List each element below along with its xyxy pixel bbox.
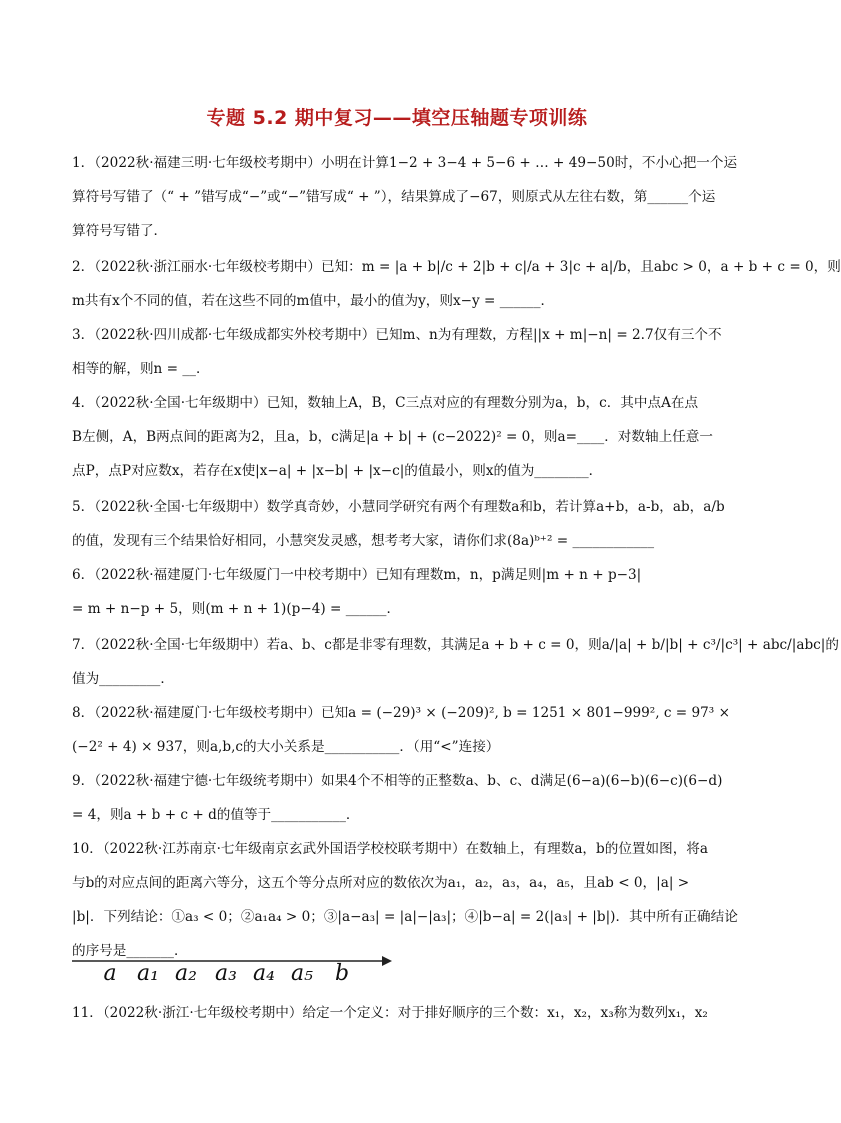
number-line-label: a₁ (137, 961, 159, 986)
number-line-svg (70, 945, 400, 986)
number-line-label: a₂ (175, 961, 197, 986)
text-line: 算符号写错了． (72, 223, 168, 239)
text-line: 10．（2022秋·江苏南京·七年级南京玄武外国语学校校联考期中）在数轴上，有理数a，b的位置如图，将a (72, 841, 708, 857)
text-line: 2．（2022秋·浙江丽水·七年级校考期中）已知：m = |a + b|/c + 2|b + c|/a + 3|c + a|/b，且abc > 0，a + b + c = 0，则 (72, 259, 841, 275)
text-line: 8．（2022秋·福建厦门·七年级校考期中）已知a = (−29)³ × (−209)², b = 1251 × 801−999², c = 97³ × (72, 705, 730, 721)
text-line: = m + n−p + 5，则(m + n + 1)(p−4) = ______． (72, 601, 401, 617)
text-line: 11．（2022秋·浙江·七年级校考期中）给定一个定义：对于排好顺序的三个数：x₁，x₂，x₃称为数列x₁，x₂ (72, 1005, 708, 1021)
text-line: 值为_________． (72, 671, 174, 687)
text-line: 5．（2022秋·全国·七年级期中）数学真奇妙，小慧同学研究有两个有理数a和b，若计算a+b，a-b，ab，a/b (72, 499, 725, 515)
text-line: 点P，点P对应数x，若存在x使|x−a| + |x−b| + |x−c|的值最小，则x的值为________． (72, 463, 603, 479)
text-line: 算符号写错了（“ + ”错写成“−”或“−”错写成“ + ”），结果算成了−67，则原式从左往右数，第______个运 (72, 189, 716, 205)
number-line-label: a (103, 961, 117, 986)
text-line: B左侧，A，B两点间的距离为2，且a，b，c满足|a + b| + (c−2022)² = 0，则a=____．对数轴上任意一 (72, 429, 713, 445)
text-line: 与b的对应点间的距离六等分，这五个等分点所对应的数依次为a₁，a₂，a₃，a₄，a₅，且ab < 0，|a| > (72, 875, 690, 891)
number-line-label: a₅ (291, 961, 313, 986)
text-line: 的值，发现有三个结果恰好相同，小慧突发灵感，想考考大家，请你们求(8a)ᵇ⁺² = ____________ (72, 533, 655, 549)
number-line-figure (70, 945, 400, 986)
number-line-label: b (334, 961, 350, 986)
text-line: 3．（2022秋·四川成都·七年级成都实外校考期中）已知m、n为有理数，方程||x + m|−n| = 2.7仅有三个不 (72, 327, 722, 343)
number-line-label: a₄ (253, 961, 275, 986)
page-title: 专题 5.2 期中复习——填空压轴题专项训练 (206, 107, 588, 129)
text-line: 1．（2022秋·福建三明·七年级校考期中）小明在计算1−2 + 3−4 + 5−6 + … + 49−50时，不小心把一个运 (72, 155, 738, 171)
text-line: 6．（2022秋·福建厦门·七年级厦门一中校考期中）已知有理数m，n，p满足则|m + n + p−3| (72, 567, 642, 583)
text-line: 的序号是_______． (72, 943, 188, 959)
text-line: |b|．下列结论：①a₃ < 0；②a₁a₄ > 0；③|a−a₃| = |a|−|a₃|；④|b−a| = 2(|a₃| + |b|)．其中所有正确结论 (72, 909, 738, 925)
text-line: 9．（2022秋·福建宁德·七年级统考期中）如果4个不相等的正整数a、b、c、d满足(6−a)(6−b)(6−c)(6−d) (72, 773, 723, 789)
text-line: 相等的解，则n = __． (72, 361, 210, 377)
number-line-label: a₃ (215, 961, 237, 986)
number-line-labels (103, 961, 349, 986)
text-line: 7．（2022秋·全国·七年级期中）若a、b、c都是非零有理数，其满足a + b + c = 0，则a/|a| + b/|b| + c³/|c³| + abc/|abc|的 (72, 637, 839, 653)
text-line: = 4，则a + b + c + d的值等于___________． (72, 807, 360, 823)
text-line: 4．（2022秋·全国·七年级期中）已知，数轴上A，B，C三点对应的有理数分别为a，b，c．其中点A在点 (72, 395, 699, 411)
number-line-arrow-icon (382, 956, 392, 966)
text-line: (−2² + 4) × 937，则a,b,c的大小关系是___________．（用“<”连接） (72, 739, 500, 755)
text-line: m共有x个不同的值，若在这些不同的m值中，最小的值为y，则x−y = ______． (72, 293, 555, 309)
